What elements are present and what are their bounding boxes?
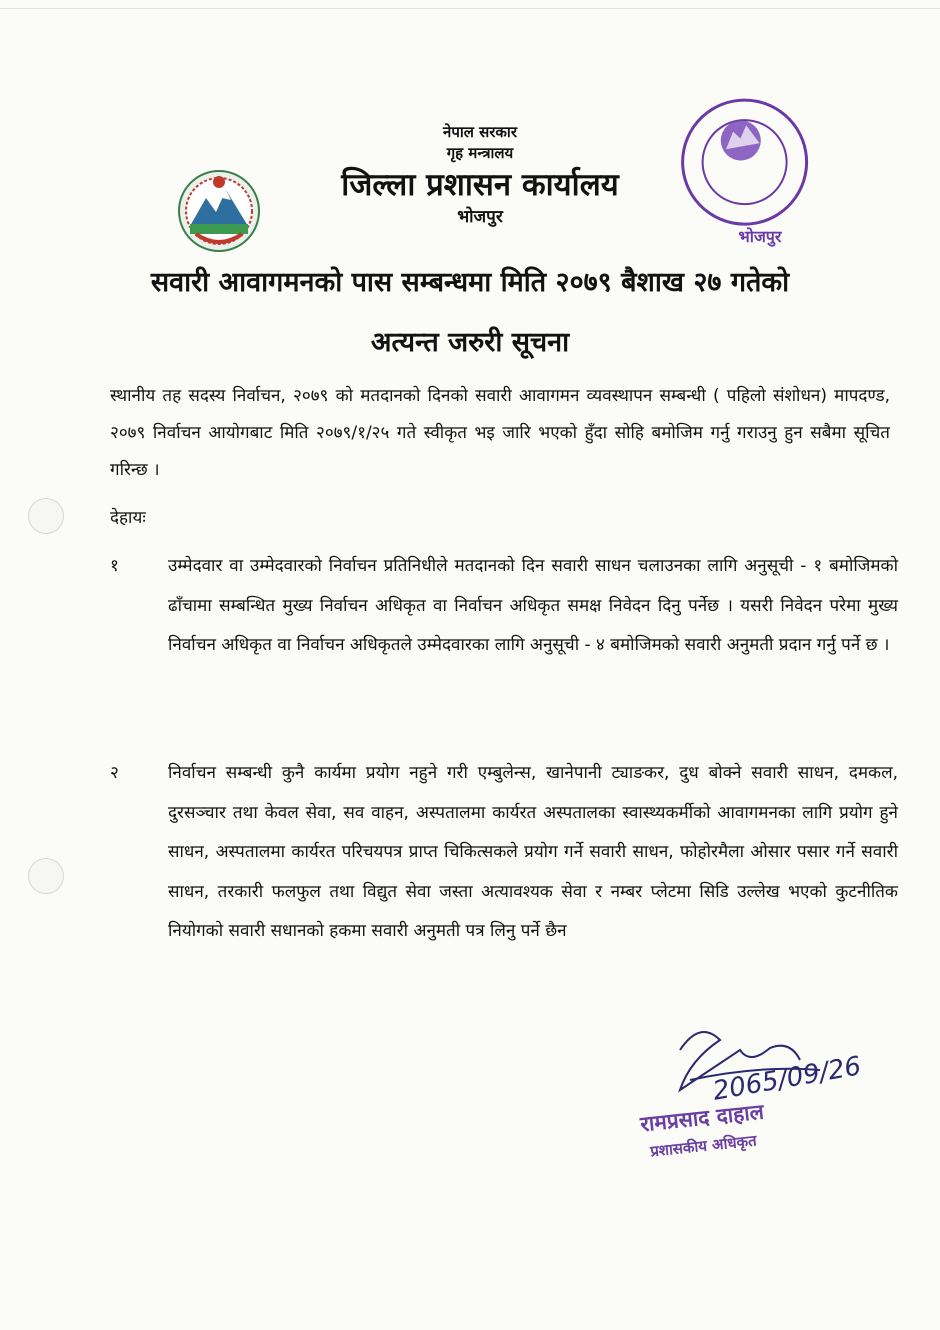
signature-date: 2065/09/26 <box>710 1051 864 1107</box>
details-label: देहायः <box>110 508 146 528</box>
notice-subtitle: अत्यन्त जरुरी सूचना <box>370 327 570 358</box>
office-name: जिल्ला प्रशासन कार्यालय <box>341 167 619 203</box>
nepal-emblem-icon <box>176 168 262 254</box>
letterhead <box>300 122 660 228</box>
scan-edge-line <box>0 8 940 9</box>
item-text: निर्वाचन सम्बन्धी कुनै कार्यमा प्रयोग नहुने गरी एम्बुलेन्स, खानेपानी ट्याङकर, दुध बोक्ने सवारी साधन, दमकल, दुरसञ्चार तथा केवल सेवा, सव वाहन, अस्पतालमा कार्यरत अस्पतालका स्वास्थ्यकर्मीको आवागमनका लागि प्रयोग हुने साधन, अस्पतालमा कार्यरत परिचयपत्र प्राप्त चिकित्सकले प्रयोग गर्ने सवारी साधन, फोहोरमैला ओसार पसार गर्ने सवारी साधन, तरकारी फलफुल तथा विद्युत सेवा जस्ता अत्यावश्यक सेवा र नम्बर प्लेटमा सिडि उल्लेख भएको कुटनीतिक नियोगको सवारी सधानको हकमा सवारी अनुमती पत्र लिनु पर्ने छैन <box>168 763 898 941</box>
signatory-name: रामप्रसाद दाहाल <box>639 1099 765 1137</box>
stamp-district: भोजपुर <box>738 227 782 246</box>
district-name: भोजपुर <box>457 207 503 227</box>
intro-paragraph: स्थानीय तह सदस्य निर्वाचन, २०७९ को मतदानको दिनको सवारी आवागमन व्यवस्थापन सम्बन्धी ( पहिलो संशोधन) मापदण्ड, २०७९ निर्वाचन आयोगबाट मिति २०७९/१/२५ गते स्वीकृत भइ जारि भएको हुँदा सोहि बमोजिम गर्नु गराउनु हुन सबैमा सूचित गरिन्छ । <box>110 386 890 480</box>
office-stamp <box>662 90 830 250</box>
notice-title: सवारी आवागमनको पास सम्बन्धमा मिति २०७९ बैशाख २७ गतेको <box>150 267 790 298</box>
item-text: उम्मेदवार वा उम्मेदवारको निर्वाचन प्रतिनिधीले मतदानको दिन सवारी साधन चलाउनका लागि अनुसूची - १ बमोजिमको ढाँचामा सम्बन्धित मुख्य निर्वाचन अधिकृत वा निर्वाचन अधिकृत समक्ष निवेदन दिनु पर्नेछ । यसरी निवेदन परेमा मुख्य निर्वाचन अधिकृत वा निर्वाचन अधिकृतले उम्मेदवारका लागि अनुसूची - ४ बमोजिमको सवारी अनुमती प्रदान गर्नु पर्ने छ । <box>168 556 898 655</box>
government-name: नेपाल सरकार <box>443 123 517 141</box>
punch-hole <box>28 858 64 894</box>
punch-hole <box>28 498 64 534</box>
signatory-designation: प्रशासकीय अधिकृत <box>649 1131 758 1161</box>
item-number: २ <box>110 763 119 783</box>
ministry-name: गृह मन्त्रालय <box>446 144 514 162</box>
item-number: १ <box>110 556 119 576</box>
